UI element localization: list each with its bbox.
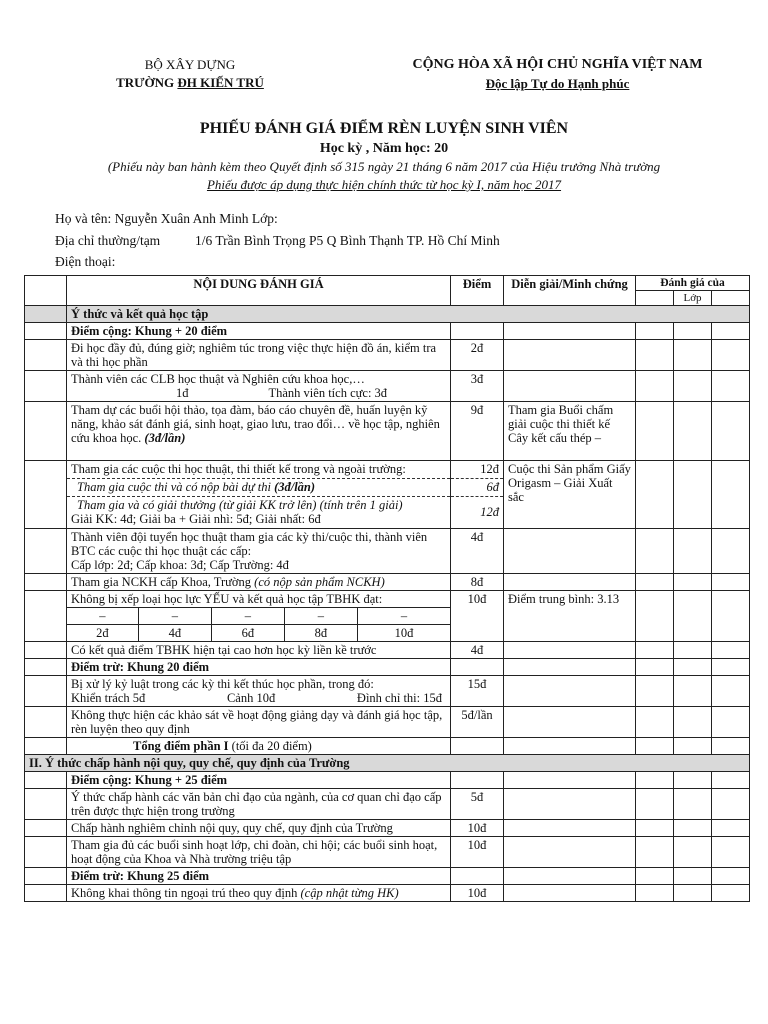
table-row <box>25 529 750 574</box>
table-row <box>25 574 750 591</box>
score-cell: 10đ <box>451 837 504 868</box>
republic-name: CỘNG HÒA XÃ HỘI CHỦ NGHĨA VIỆT NAM <box>412 57 703 72</box>
competition-award-score: 12đ <box>451 496 503 527</box>
evaluation-table <box>24 275 750 902</box>
ministry-name: BỘ XÂY DỰNG <box>144 57 236 72</box>
score-cell: 8đ <box>451 574 504 591</box>
gpa-range: – <box>284 608 357 625</box>
score-cell: 4đ <box>451 529 504 574</box>
table-header-row <box>25 276 750 291</box>
discipline-reprimand: Cảnh 10đ <box>226 691 276 705</box>
score-cell: 5đ <box>451 789 504 820</box>
school-prefix: TRƯỜNG <box>116 75 175 90</box>
gpa-points: 10đ <box>357 625 450 642</box>
criterion-team-member <box>67 529 451 574</box>
criterion-regulations: Chấp hành nghiêm chỉnh nội quy, quy chế, quy định của Trường <box>67 820 451 837</box>
criterion-gpa <box>67 591 451 642</box>
score-cell: 5đ/lần <box>451 707 504 738</box>
total-part-1-label: Tổng điểm phần I <box>133 739 229 753</box>
table-row <box>25 402 750 461</box>
evidence-cell: Cuộc thi Sản phẩm Giấy Origasm – Giải Xuất sắc <box>504 461 636 529</box>
criterion-gpa-text: Không bị xếp loại học lực YẾU và kết quả học tập TBHK đạt: <box>71 592 383 606</box>
section-2-title: II. Ý thức chấp hành nội quy, quy chế, quy định của Trường <box>25 755 750 772</box>
criterion-research-text: Tham gia NCKH cấp Khoa, Trường <box>71 575 252 589</box>
gpa-points: 8đ <box>284 625 357 642</box>
minus-frame-2: Điểm trừ: Khung 25 điểm <box>67 868 451 885</box>
term-line: Học kỳ , Năm học: 20 <box>319 141 449 156</box>
minus-frame-1: Điểm trừ: Khung 20 điểm <box>67 659 451 676</box>
table-row <box>25 868 750 885</box>
section-1-title: Ý thức và kết quả học tập <box>67 306 750 323</box>
student-address-line <box>55 231 500 251</box>
criterion-club <box>67 371 451 402</box>
table-row <box>25 738 750 755</box>
criterion-team-points: Cấp lớp: 2đ; Cấp khoa: 3đ; Cấp Trường: 4đ <box>71 558 289 572</box>
apply-note <box>0 177 768 193</box>
criterion-team-text: Thành viên đội tuyển học thuật tham gia các kỳ thi/cuộc thi, thành viên BTC các cuộc thi học thuật các cấp: <box>71 530 428 558</box>
table-row <box>25 659 750 676</box>
criterion-residence <box>67 885 451 902</box>
criterion-research <box>67 574 451 591</box>
criterion-club-text: Thành viên các CLB học thuật và Nghiên cứu khoa học,… <box>71 372 365 386</box>
criterion-discipline <box>67 676 451 707</box>
evidence-cell: Tham gia Buổi chấm giải cuộc thi thiết kế Cây kết cấu thép – <box>504 402 636 461</box>
criterion-survey: Không thực hiện các khảo sát về hoạt động giảng dạy và đánh giá học tập, rèn luyện theo quy định <box>67 707 451 738</box>
score-cell <box>451 461 504 529</box>
table-row <box>25 642 750 659</box>
competition-submit <box>67 478 450 496</box>
gpa-points: 4đ <box>138 625 211 642</box>
criterion-residence-note: (cập nhật từng HK) <box>300 886 399 900</box>
apply-note-text: Phiếu được áp dụng thực hiện chính thức từ học kỳ I, năm học 2017 <box>206 177 562 192</box>
col-content-header: NỘI DUNG ĐÁNH GIÁ <box>67 276 451 306</box>
school-title: ĐH KIẾN TRÚ <box>177 75 264 90</box>
discipline-suspension: Đình chỉ thi: 15đ <box>356 691 442 705</box>
col-rating-header: Đánh giá của <box>636 276 750 291</box>
competition-award-text: Tham gia và có giải thưởng (từ giải KK trở lên) (tính trên 1 giải) <box>77 498 403 512</box>
section-1-row <box>25 306 750 323</box>
competition-submit-text: Tham gia cuộc thi và có nộp bài dự thi <box>77 480 271 494</box>
gpa-range: – <box>211 608 284 625</box>
decision-note: (Phiếu này ban hành kèm theo Quyết định số 315 ngày 21 tháng 6 năm 2017 của Hiệu trưởng Nhà trường <box>107 159 661 174</box>
table-row <box>25 591 750 642</box>
criterion-discipline-text: Bị xử lý kỷ luật trong các kỳ thi kết thúc học phần, trong đó: <box>71 677 374 691</box>
table-row <box>25 789 750 820</box>
score-cell: 2đ <box>451 340 504 371</box>
score-cell: 4đ <box>451 642 504 659</box>
criterion-competition-text: Tham gia các cuộc thi học thuật, thi thiết kế trong và ngoài trường: <box>71 462 406 476</box>
table-row <box>25 772 750 789</box>
form-title: PHIẾU ĐÁNH GIÁ ĐIỂM RÈN LUYỆN SINH VIÊN <box>199 120 569 137</box>
criterion-seminar <box>67 402 451 461</box>
address-value: 1/6 Trần Bình Trọng P5 Q Bình Thạnh TP. Hồ Chí Minh <box>194 233 500 248</box>
table-row <box>25 820 750 837</box>
gpa-points: 2đ <box>67 625 138 642</box>
criterion-directives: Ý thức chấp hành các văn bản chỉ đạo của ngành, của cơ quan chỉ đạo cấp trên được thực hiện trong trường <box>67 789 451 820</box>
evidence-cell: Điểm trung bình: 3.13 <box>504 591 636 642</box>
competition-submit-rate: (3đ/lần) <box>274 480 316 494</box>
discipline-warning: Khiển trách 5đ <box>71 691 146 705</box>
address-label: Địa chỉ thường/tạm <box>55 233 161 248</box>
table-row <box>25 676 750 707</box>
score-cell: 10đ <box>451 591 504 642</box>
competition-score: 12đ <box>480 462 499 476</box>
score-cell: 3đ <box>451 371 504 402</box>
criterion-attendance: Đi học đầy đủ, đúng giờ; nghiêm túc trong việc thực hiện đồ án, kiểm tra và thi học phần <box>67 340 451 371</box>
competition-submit-score: 6đ <box>451 478 503 496</box>
criterion-meetings: Tham gia đủ các buổi sinh hoạt lớp, chi đoàn, chi hội; các buổi sinh hoạt, hoạt động của Khoa và Nhà trường triệu tập <box>67 837 451 868</box>
criterion-seminar-rate: (3đ/lần) <box>144 431 186 445</box>
table-row <box>25 461 750 529</box>
school-name <box>90 74 290 91</box>
criterion-gpa-improve: Có kết quả điểm TBHK hiện tại cao hơn học kỳ liền kề trước <box>67 642 451 659</box>
competition-award <box>67 496 450 528</box>
club-member-points: 1đ <box>176 386 189 400</box>
gpa-range: – <box>138 608 211 625</box>
student-name-line: Họ và tên: Nguyễn Xuân Anh Minh Lớp: <box>55 211 278 226</box>
table-row <box>25 371 750 402</box>
competition-award-points: Giải KK: 4đ; Giải ba + Giải nhì: 5đ; Giải nhất: 6đ <box>71 512 321 526</box>
score-cell: 10đ <box>451 885 504 902</box>
criterion-competition <box>67 461 451 529</box>
score-cell: 9đ <box>451 402 504 461</box>
score-cell: 10đ <box>451 820 504 837</box>
table-row <box>25 837 750 868</box>
gpa-range: – <box>357 608 450 625</box>
criterion-seminar-text: Tham dự các buổi hội thảo, tọa đàm, báo cáo chuyên đề, huấn luyện kỹ năng, khảo sát đánh giá, sinh hoạt, giao lưu, trao đổi… về học tập, nghiên cứu khoa học. <box>71 403 440 445</box>
gpa-range: – <box>67 608 138 625</box>
table-row <box>25 323 750 340</box>
table-row <box>25 707 750 738</box>
criterion-research-note: (có nộp sản phẩm NCKH) <box>254 575 385 589</box>
total-part-1 <box>67 738 451 755</box>
gpa-points: 6đ <box>211 625 284 642</box>
col-score-header: Điểm <box>451 276 504 306</box>
plus-frame-1: Điểm cộng: Khung + 20 điểm <box>67 323 451 340</box>
total-part-1-note: (tối đa 20 điểm) <box>231 739 312 753</box>
criterion-residence-text: Không khai thông tin ngoại trú theo quy định <box>71 886 298 900</box>
national-motto: Độc lập Tự do Hạnh phúc <box>485 76 630 91</box>
table-row <box>25 340 750 371</box>
student-phone-line: Điện thoại: <box>55 254 116 269</box>
gpa-scale <box>67 607 450 641</box>
club-active-points: Thành viên tích cực: 3đ <box>268 386 388 400</box>
col-evidence-header: Diễn giải/Minh chứng <box>504 276 636 306</box>
plus-frame-2: Điểm cộng: Khung + 25 điểm <box>67 772 451 789</box>
table-row <box>25 885 750 902</box>
section-2-row <box>25 755 750 772</box>
col-class-header: Lớp <box>674 291 712 306</box>
score-cell: 15đ <box>451 676 504 707</box>
